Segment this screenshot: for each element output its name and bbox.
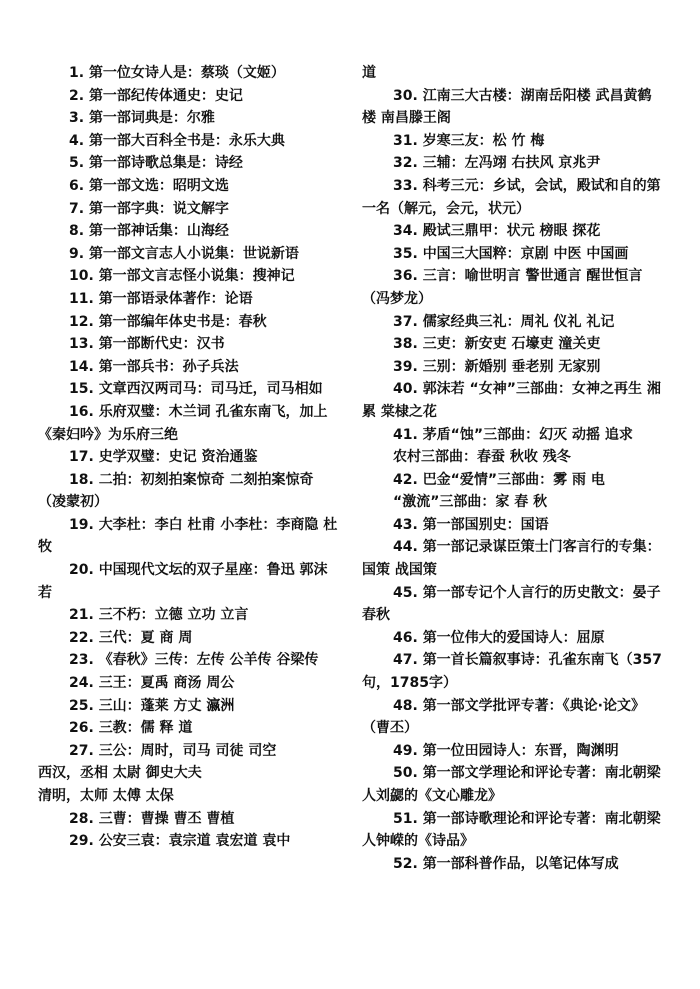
item-text: 第一部纪传体通史：史记 [88,87,243,104]
list-item [362,356,662,379]
item-text: 文章西汉两司马：司马迁，司马相如 [98,381,323,398]
list-item [38,559,338,604]
item-number: 5. [69,155,85,172]
list-item [38,604,338,627]
item-text: 殿试三鼎甲：状元 榜眼 探花 [422,223,601,240]
item-number: 28. [69,810,94,827]
item-number: 46. [393,629,418,646]
item-text: 三王：夏禹 商汤 周公 [98,675,235,692]
item-text: 岁寒三友：松 竹 梅 [422,132,545,149]
list-item [362,808,662,853]
list-item [362,152,662,175]
list-item [362,649,662,694]
item-text: 三吏：新安吏 石壕吏 潼关吏 [422,336,601,353]
item-text: 大李杜：李白 杜甫 小李杜：李商隐 杜牧 [38,516,338,556]
list-item [38,649,338,672]
list-item [362,130,662,153]
item-text: 茅盾“蚀”三部曲：幻灭 动摇 追求 [422,426,633,443]
item-number: 29. [69,833,94,850]
item-number: 10. [69,268,94,285]
item-text: 《春秋》三传：左传 公羊传 谷梁传 [98,652,319,669]
item-text: 三曹：曹操 曹丕 曹植 [98,810,235,827]
item-number: 7. [69,200,85,217]
item-number: 27. [69,742,94,759]
item-number: 22. [69,629,94,646]
item-text: 三教：儒 释 道 [98,720,193,737]
item-number: 43. [393,516,418,533]
list-item [362,491,662,514]
item-number: 13. [69,336,94,353]
item-text: 第一位女诗人是：蔡琰（文姬） [88,65,285,81]
list-item [362,62,662,85]
item-text: 科考三元：乡试，会试，殿试和自的第一名（解元，会元，状元） [362,177,661,217]
item-number: 8. [69,223,85,240]
item-text: 第一部诗歌理论和评论专著：南北朝梁人钟嵘的《诗品》 [362,810,661,850]
item-number: 23. [69,652,94,669]
item-text: 清明，太师 太傅 太保 [38,788,174,804]
item-text: 西汉，丞相 太尉 御史大夫 [38,765,202,782]
item-number: 26. [69,720,94,737]
item-text: 二拍：初刻拍案惊奇 二刻拍案惊奇 （凌蒙初） [38,471,314,511]
item-number: 44. [393,539,418,556]
item-number: 41. [393,426,418,443]
item-number: 32. [393,155,418,172]
list-item [38,85,338,108]
item-text: 第一部兵书：孙子兵法 [98,358,239,375]
list-item [362,85,662,130]
item-number: 40. [393,381,418,398]
item-number: 25. [69,697,94,714]
item-number: 12. [69,313,94,330]
item-number: 51. [393,810,418,827]
list-item [362,424,662,447]
item-text: 三代：夏 商 周 [98,629,193,646]
item-number: 49. [393,742,418,759]
item-text: 第一部文学批评专著：《典论·论文》（曹丕） [362,697,646,737]
item-text: 第一部断代史：汉书 [98,336,225,353]
item-number: 18. [69,471,94,488]
item-text: 第一部神话集：山海经 [88,223,229,240]
list-item [38,220,338,243]
item-number: 33. [393,177,418,194]
item-number: 1. [69,65,85,81]
item-text: 道 [362,65,376,81]
item-number: 52. [393,855,418,872]
item-number: 36. [393,268,418,285]
item-text: 乐府双璧：木兰词 孔雀东南飞，加上《秦妇吟》为乐府三绝 [38,403,328,443]
list-item [38,130,338,153]
list-item [362,627,662,650]
item-number: 39. [393,358,418,375]
item-text: 第一部编年体史书是：春秋 [98,313,267,330]
item-number: 48. [393,697,418,714]
list-item [38,785,338,808]
item-number: 9. [69,245,85,262]
list-item [362,469,662,492]
item-text: 第一位伟大的爱国诗人：屈原 [422,629,605,646]
list-item [38,717,338,740]
item-text: “激流”三部曲：家 春 秋 [393,494,548,511]
list-item [38,265,338,288]
item-text: 第一部科普作品，以笔记体写成 [422,855,619,872]
list-item [38,356,338,379]
item-text: 三别：新婚别 垂老别 无家别 [422,358,601,375]
item-text: 儒家经典三礼：周礼 仪礼 礼记 [422,313,615,330]
item-number: 15. [69,381,94,398]
list-item [38,152,338,175]
list-item [362,536,662,581]
list-item [362,514,662,537]
list-item [362,220,662,243]
item-number: 30. [393,87,418,104]
list-item [38,672,338,695]
list-item [38,175,338,198]
list-item [38,107,338,130]
item-text: 郭沫若 “女神”三部曲：女神之再生 湘累 棠棣之花 [362,381,661,420]
item-number: 11. [69,290,94,307]
item-number: 2. [69,87,85,104]
list-item [38,446,338,469]
item-number: 21. [69,607,94,624]
list-item [38,62,338,85]
left-column [38,62,338,853]
item-text: 史学双璧：史记 资治通鉴 [98,449,258,466]
list-item [362,175,662,220]
item-text: 三山：蓬莱 方丈 瀛洲 [98,697,235,714]
item-number: 4. [69,132,85,149]
list-item [362,853,662,876]
item-text: 第一部国别史：国语 [422,516,549,533]
list-item [38,469,338,514]
list-item [38,378,338,401]
list-item [362,582,662,627]
item-number: 34. [393,223,418,240]
item-text: 中国三大国粹：京剧 中医 中国画 [422,245,629,262]
right-column [362,62,662,875]
list-item [38,740,338,763]
item-text: 中国现代文坛的双子星座：鲁迅 郭沫若 [38,562,328,601]
list-item [38,627,338,650]
item-text: 第一部专记个人言行的历史散文：晏子春秋 [362,584,661,624]
list-item [362,311,662,334]
list-item [38,243,338,266]
list-item [38,333,338,356]
list-item [38,514,338,559]
item-text: 三辅：左冯翊 右扶风 京兆尹 [422,155,601,172]
item-number: 20. [69,562,94,579]
item-text: 第一部大百科全书是：永乐大典 [88,132,285,149]
item-text: 第一首长篇叙事诗：孔雀东南飞（357句，1785字） [362,652,662,692]
list-item [362,265,662,310]
item-number: 24. [69,675,94,692]
list-item [38,808,338,831]
list-item [362,378,662,423]
item-number: 47. [393,652,418,669]
item-number: 50. [393,765,418,782]
item-text: 第一部记录谋臣策士门客言行的专集：国策 战国策 [362,539,661,579]
list-item [362,446,662,469]
list-item [362,740,662,763]
item-number: 17. [69,449,94,466]
item-number: 37. [393,313,418,330]
item-number: 31. [393,132,418,149]
list-item [362,333,662,356]
item-number: 14. [69,358,94,375]
item-text: 农村三部曲：春蚕 秋收 残冬 [393,449,571,466]
item-text: 三不朽：立德 立功 立言 [98,607,249,624]
item-number: 3. [69,110,85,127]
item-text: 第一部文学理论和评论专著：南北朝梁人刘勰的《文心雕龙》 [362,765,661,804]
item-text: 第一部字典：说文解字 [88,200,229,217]
list-item [38,401,338,446]
list-item [38,198,338,221]
item-text: 三言：喻世明言 警世通言 醒世恒言（冯梦龙） [362,268,643,307]
list-item [38,695,338,718]
item-text: 巴金“爱情”三部曲：雾 雨 电 [422,471,605,488]
item-number: 6. [69,177,85,194]
item-text: 第一部诗歌总集是：诗经 [88,155,243,172]
item-text: 第一部文选：昭明文选 [88,177,229,194]
list-item [362,695,662,740]
item-text: 公安三袁：袁宗道 袁宏道 袁中 [98,833,291,850]
item-number: 19. [69,516,94,533]
list-item [362,243,662,266]
item-text: 第一部词典是：尔雅 [88,110,215,127]
list-item [38,830,338,853]
list-item [38,288,338,311]
item-text: 第一部语录体著作：论语 [98,290,253,307]
item-number: 42. [393,471,418,488]
list-item [38,762,338,785]
list-item [38,311,338,334]
item-number: 35. [393,245,418,262]
item-text: 第一位田园诗人：东晋，陶渊明 [422,742,619,759]
item-text: 三公：周时，司马 司徒 司空 [98,742,277,759]
item-text: 第一部文言志人小说集：世说新语 [88,245,299,262]
item-text: 第一部文言志怪小说集：搜神记 [98,268,295,285]
item-text: 江南三大古楼：湖南岳阳楼 武昌黄鹤楼 南昌滕王阁 [362,87,652,127]
item-number: 16. [69,403,94,420]
list-item [362,762,662,807]
item-number: 45. [393,584,418,601]
item-number: 38. [393,336,418,353]
